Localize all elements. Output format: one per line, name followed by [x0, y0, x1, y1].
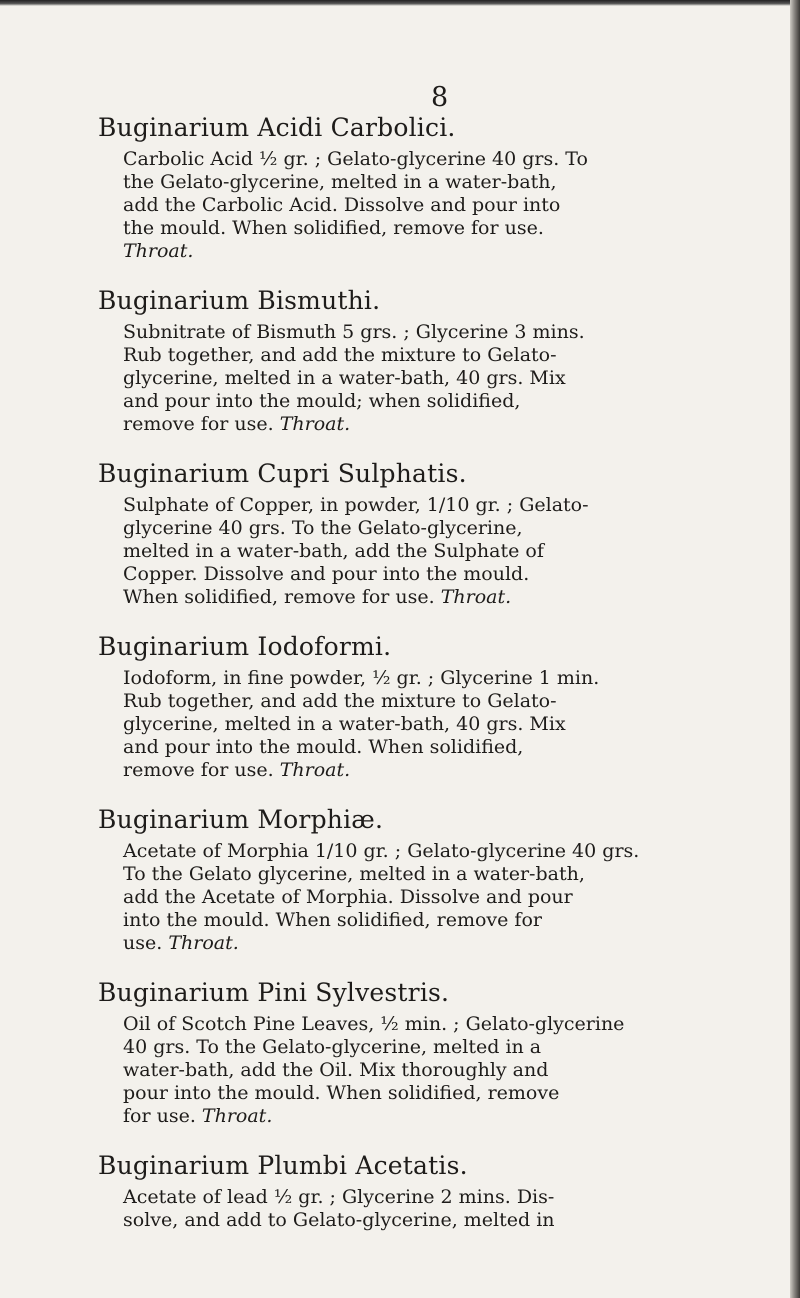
- recipe-text: [123, 148, 660, 263]
- recipe-use: Throat.: [279, 759, 351, 781]
- recipe-title: Buginarium Acidi Carbolici.: [98, 113, 456, 142]
- recipe-title: Buginarium Iodoformi.: [98, 632, 392, 661]
- page-top-edge: [0, 0, 800, 6]
- recipe-instructions: Carbolic Acid ½ gr. ; Gelato-glycerine 40 grs. To the Gelato-glycerine, melted in a water-bath, add the Carbolic Acid. Dissolve and pour into the mould. When solidified, remove for use.: [123, 148, 588, 239]
- recipe-entry: [98, 1150, 660, 1232]
- recipe-title: Buginarium Pini Sylvestris.: [98, 978, 450, 1007]
- book-spine-edge: [790, 0, 800, 1298]
- recipe-entry: [98, 458, 660, 609]
- recipe-text: [123, 1013, 660, 1128]
- recipe-instructions: Acetate of lead ½ gr. ; Glycerine 2 mins. Dis- solve, and add to Gelato-glycerine, melted in: [123, 1186, 555, 1231]
- recipe-instructions: Subnitrate of Bismuth 5 grs. ; Glycerine 3 mins. Rub together, and add the mixture to Gelato- glycerine, melted in a water-bath, 40 grs. Mix and pour into the mould; when solidified, remove for use.: [123, 321, 585, 435]
- recipe-title: Buginarium Morphiæ.: [98, 805, 384, 834]
- recipe-title: Buginarium Bismuthi.: [98, 286, 381, 315]
- recipe-entry: [98, 285, 660, 436]
- recipe-instructions: Acetate of Morphia 1/10 gr. ; Gelato-glycerine 40 grs. To the Gelato glycerine, melted in a water-bath, add the Acetate of Morphia. Dissolve and pour into the mould. When solidified, remove for use.: [123, 840, 640, 954]
- page-number: 8: [431, 82, 449, 113]
- recipe-entry: [98, 631, 660, 782]
- recipe-instructions: Sulphate of Copper, in powder, 1/10 gr. ; Gelato- glycerine 40 grs. To the Gelato-glycerine, melted in a water-bath, add the Sulphate of Copper. Dissolve and pour into the mould. When solidified, remove for use.: [123, 494, 589, 608]
- recipe-text: [123, 321, 660, 436]
- recipe-entry: [98, 977, 660, 1128]
- recipe-entry: [98, 112, 660, 263]
- recipe-use: Throat.: [201, 1105, 273, 1127]
- recipe-entry: [98, 804, 660, 955]
- recipe-text: [123, 667, 660, 782]
- recipe-list: [98, 112, 660, 1254]
- recipe-use: Throat.: [440, 586, 512, 608]
- recipe-text: [123, 1186, 660, 1232]
- recipe-title: Buginarium Cupri Sulphatis.: [98, 459, 467, 488]
- recipe-title: Buginarium Plumbi Acetatis.: [98, 1151, 468, 1180]
- recipe-instructions: Iodoform, in fine powder, ½ gr. ; Glycerine 1 min. Rub together, and add the mixture to Gelato- glycerine, melted in a water-bath, 40 grs. Mix and pour into the mould. When solidified, remove for use.: [123, 667, 600, 781]
- recipe-use: Throat.: [279, 413, 351, 435]
- recipe-text: [123, 494, 660, 609]
- recipe-text: [123, 840, 660, 955]
- recipe-use: Throat.: [168, 932, 239, 954]
- recipe-use: Throat.: [123, 240, 194, 262]
- recipe-instructions: Oil of Scotch Pine Leaves, ½ min. ; Gelato-glycerine 40 grs. To the Gelato-glycerine, melted in a water-bath, add the Oil. Mix thoroughly and pour into the mould. When solidified, remove for use.: [123, 1013, 625, 1127]
